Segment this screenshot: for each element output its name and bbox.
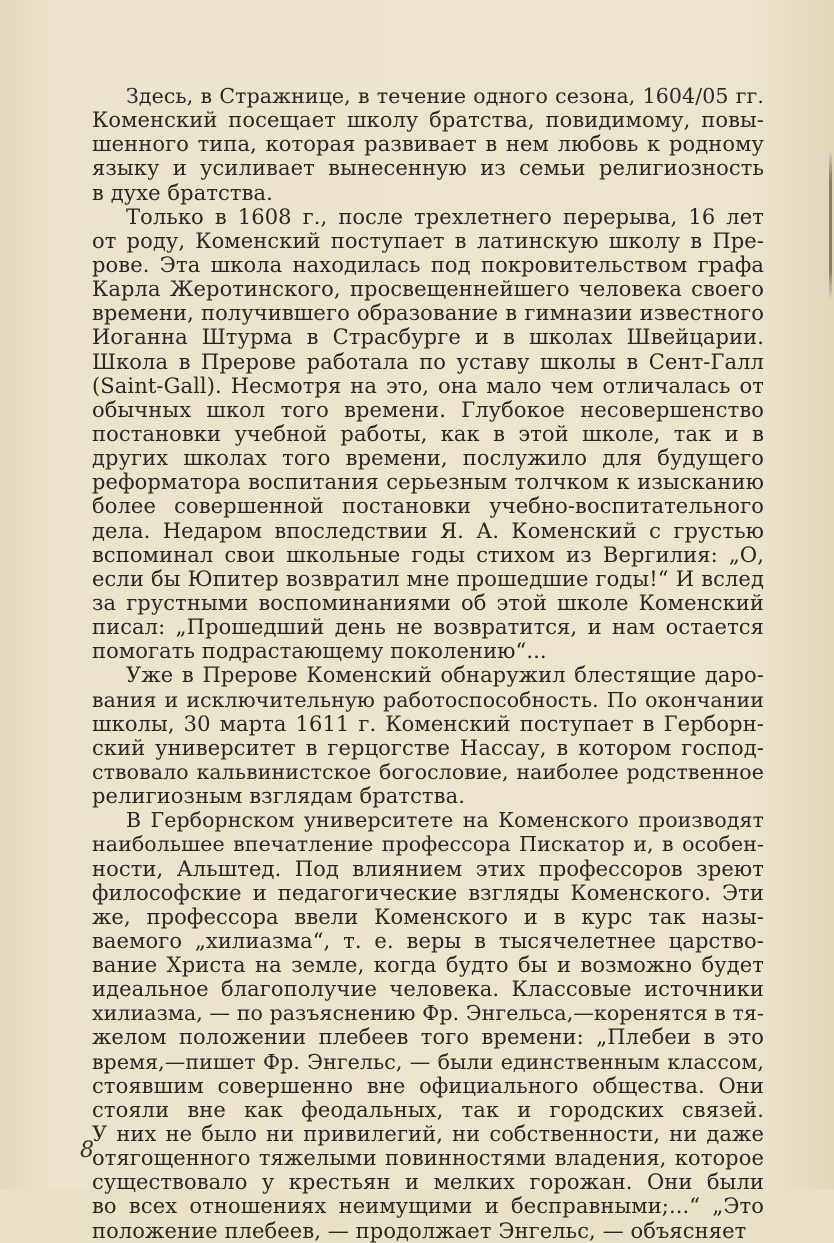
text-line: шенного типа, которая развивает в нем любовь к родному (92, 132, 764, 157)
text-line: существовало у крестьян и мелких горожан. Они были (92, 1170, 764, 1195)
text-line: хилиазма, — по разъяснению Фр. Энгельса,—коренятся в тя- (92, 1001, 764, 1026)
text-line: стоявшим совершенно вне официального общества. Они (92, 1073, 764, 1098)
text-line: стояли вне как феодальных, так и городских связей. (92, 1097, 764, 1122)
text-line: языку и усиливает вынесенную из семьи религиозность (92, 156, 764, 181)
paragraph (92, 84, 764, 205)
text-line: положение плебеев, — продолжает Энгельс, — объясняет (92, 1218, 747, 1243)
text-line: других школах того времени, послужило для будущего (92, 446, 764, 471)
text-line: более совершенной постановки учебно-воспитательного (92, 494, 764, 519)
text-line: отягощенного тяжелыми повинностями владения, которое (92, 1146, 764, 1171)
text-line: наибольшее впечатление профессора Пискатор и, в особен- (92, 832, 764, 857)
text-line: религиозным взглядам братства. (92, 784, 465, 809)
text-line: (Saint-Gall). Несмотря на это, она мало чем отличалась от (92, 373, 764, 398)
text-line: идеальное благополучие человека. Классовые источники (92, 977, 764, 1002)
paragraph (92, 205, 764, 664)
text-line: рове. Эта школа находилась под покровительством графа (92, 252, 764, 277)
text-line: философские и педагогические взгляды Коменского. Эти (92, 880, 764, 905)
text-line: У них не было ни привилегий, ни собственности, ни даже (92, 1122, 764, 1147)
text-line: помогать подрастающему поколению“... (92, 639, 547, 664)
paragraph (92, 808, 764, 1243)
text-line: Здесь, в Стражнице, в течение одного сезона, 1604/05 гг. (126, 84, 764, 108)
text-line: за грустными воспоминаниями об этой школе Коменский (92, 590, 764, 615)
text-line: обычных школ того времени. Глубокое несовершенство (92, 397, 764, 422)
text-line: реформатора воспитания серьезным толчком к изысканию (92, 470, 764, 495)
text-line: вспоминал свои школьные годы стихом из Вергилия: „О, (92, 542, 764, 567)
text-line: постановки учебной работы, как в этой школе, так и в (92, 421, 764, 446)
text-line: если бы Юпитер возвратил мне прошедшие годы!“ И вслед (92, 566, 764, 591)
text-line: от роду, Коменский поступает в латинскую школу в Пре- (92, 228, 764, 253)
text-line: школы, 30 марта 1611 г. Коменский поступает в Герборн- (92, 711, 764, 736)
text-line: желом положении плебеев того времени: „Плебеи в это (92, 1025, 764, 1050)
page-number: 8 (80, 1138, 94, 1163)
text-line: ствовало кальвинистское богословие, наиболее родственное (92, 759, 764, 784)
text-line: вание Христа на земле, когда будто бы и возможно будет (92, 953, 764, 978)
text-line: писал: „Прошедший день не возвратится, и нам остается (92, 615, 764, 640)
text-line: ности, Альштед. Под влиянием этих профессоров зреют (92, 856, 764, 881)
text-line: времени, получившего образование в гимназии известного (92, 301, 764, 326)
paragraph (92, 663, 764, 808)
text-line: ваемого „хилиазма“, т. е. веры в тысячелетнее царство- (92, 928, 764, 953)
text-line: в духе братства. (92, 180, 273, 205)
page-edge-mark (829, 150, 832, 300)
text-line: Карла Жеротинского, просвещеннейшего человека своего (92, 277, 764, 302)
text-line: Коменский посещает школу братства, повидимому, повы- (92, 108, 764, 133)
text-line: Уже в Прерове Коменский обнаружил блестящие даро- (126, 663, 764, 688)
text-line: Иоганна Штурма в Страсбурге и в школах Швейцарии. (92, 325, 764, 350)
text-line: Школа в Прерове работала по уставу школы в Сент-Галл (92, 349, 764, 374)
text-line: во всех отношениях неимущими и бесправными;...“ „Это (92, 1194, 764, 1219)
text-line: В Герборнском университете на Коменского производят (126, 808, 764, 833)
body-text (92, 84, 764, 1243)
text-line: же, профессора ввели Коменского и в курс так назы- (92, 904, 764, 929)
text-line: дела. Недаром впоследствии Я. А. Коменский с грустью (92, 518, 764, 543)
text-line: вания и исключительную работоспособность. По окончании (92, 687, 764, 712)
text-line: время,—пишет Фр. Энгельс, — были единственным классом, (92, 1049, 764, 1074)
text-line: Только в 1608 г., после трехлетнего перерыва, 16 лет (126, 204, 764, 229)
text-line: ский университет в герцогстве Нассау, в котором господ- (92, 735, 764, 760)
